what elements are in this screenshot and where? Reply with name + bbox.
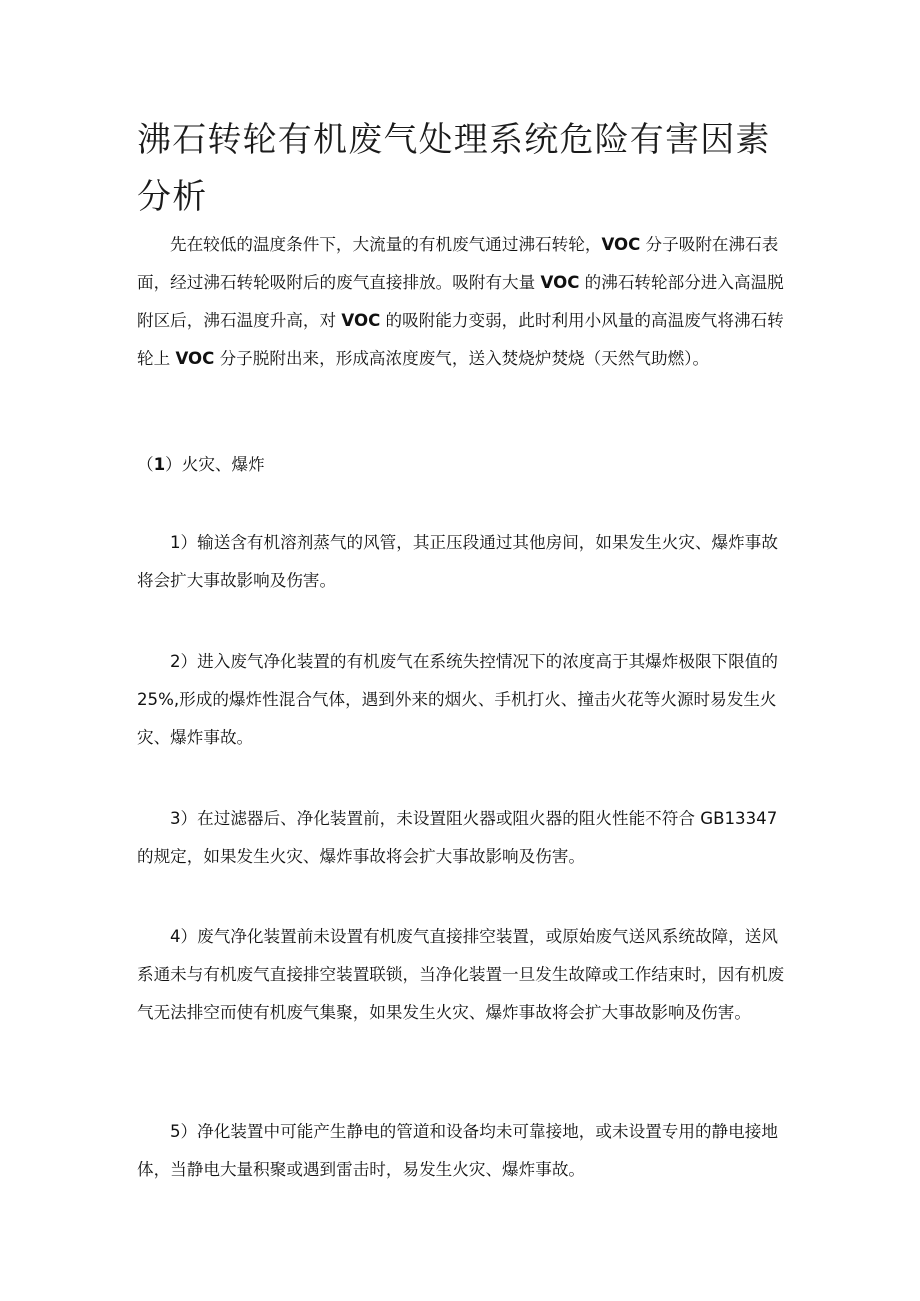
- voc-term: VOC: [540, 273, 580, 292]
- voc-term: VOC: [601, 235, 641, 254]
- section-heading-text: ）火灾、爆炸: [165, 455, 265, 474]
- section-heading-fire-explosion: [137, 446, 785, 484]
- hazard-item-1: 1）输送含有机溶剂蒸气的风管，其正压段通过其他房间，如果发生火灾、爆炸事故将会扩大事故影响及伤害。: [137, 533, 778, 590]
- section-heading-number: 1: [153, 455, 166, 474]
- intro-text-2: 分子吸附在沸石表面，经过沸石转轮吸附后的废气直接排放。吸附有大量: [137, 235, 779, 292]
- document-title: 沸石转轮有机废气处理系统危险有害因素分析: [137, 120, 771, 217]
- intro-text-4: 的吸附能力变弱，此时利用小风量的高温废气将沸石转轮上: [137, 311, 784, 368]
- hazard-item-2: 2）进入废气净化装置的有机废气在系统失控情况下的浓度高于其爆炸极限下限值的 25%,形成的爆炸性混合气体，遇到外来的烟火、手机打火、撞击火花等火源时易发生火灾、爆炸事故。: [137, 652, 778, 747]
- intro-text-5: 分子脱附出来，形成高浓度废气，送入焚烧炉焚烧（天然气助燃）。: [214, 349, 710, 368]
- voc-term: VOC: [341, 311, 381, 330]
- hazard-item-3: 3）在过滤器后、净化装置前，未设置阻火器或阻火器的阻火性能不符合 GB13347 的规定，如果发生火灾、爆炸事故将会扩大事故影响及伤害。: [137, 809, 778, 866]
- hazard-item-5: 5）净化装置中可能产生静电的管道和设备均未可靠接地，或未设置专用的静电接地体，当静电大量积聚或遇到雷击时，易发生火灾、爆炸事故。: [137, 1122, 778, 1179]
- voc-term: VOC: [175, 349, 215, 368]
- intro-text-1: 先在较低的温度条件下，大流量的有机废气通过沸石转轮，: [170, 235, 602, 254]
- section-heading-open: （: [137, 455, 154, 474]
- intro-paragraph: [137, 226, 785, 378]
- intro-text-3: 的沸石转轮部分进入高温脱附区后，沸石温度升高，对: [137, 273, 784, 330]
- hazard-item-4: 4）废气净化装置前未设置有机废气直接排空装置，或原始废气送风系统故障，送风系通未与有机废气直接排空装置联锁，当净化装置一旦发生故障或工作结束时，因有机废气无法排空而使有机废气集聚，如果发生火灾、爆炸事故将会扩大事故影响及伤害。: [137, 927, 785, 1022]
